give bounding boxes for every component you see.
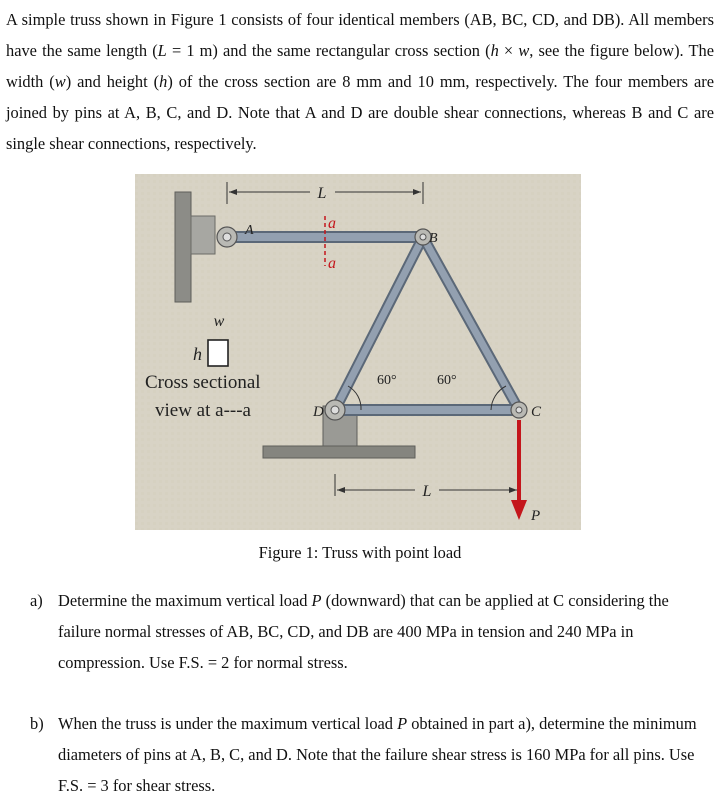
question-a-text-2: (downward) that can be applied at C considering the failure normal stresses of AB, BC, CD, and DB are 400 MPa in tension and 240 MPa in compression. Use F.S. = 2 for normal stress. [58,591,669,672]
label-A: A [245,223,254,238]
intro-text-5: ) of the cross section are 8 mm and 10 mm, respectively. The four members are joined by pins at A, B, C, and D. Note that A and D are double shear connections, whereas B and C are single shear connections, respectively. [6,72,714,153]
intro-text-1: A simple truss shown in Figure 1 consists of four identical members (AB, BC, CD, and DB). All members have the same length ( [6,10,714,60]
question-b-var-P: P [397,714,408,733]
angle-label-right: 60° [437,373,457,388]
cross-section-h: h [193,344,202,364]
section-mark-bottom: a [328,255,336,272]
cross-section-title-2: view at a---a [155,400,251,421]
floor-support [263,446,415,458]
pin-C-center [516,407,522,413]
var-w: w [518,41,530,60]
section-mark-top: a [328,215,336,232]
truss-figure [135,174,581,530]
truss-drawing [135,174,581,530]
question-b [30,708,714,801]
intro-text-2: = 1 m) and the same rectangular cross section ( [166,41,491,60]
angle-label-left: 60° [377,373,397,388]
load-label: P [531,508,541,524]
question-b-text [58,708,714,801]
question-a-var-P: P [311,591,322,610]
var-w-2: w [54,72,66,91]
var-L: L [157,41,167,60]
question-b-label: b) [30,714,44,733]
var-h: h [490,41,499,60]
question-b-text-1: When the truss is under the maximum vertical load [58,714,398,733]
cross-section-w: w [213,313,225,330]
question-a-text [58,585,714,678]
wall-bracket [191,216,215,254]
question-a-label: a) [30,591,43,610]
question-a-text-1: Determine the maximum vertical load [58,591,312,610]
wall-support [175,192,191,302]
cross-section-rect [208,340,228,366]
pin-A-center [223,233,231,241]
question-b-text-2: obtained in part a), determine the minimum diameters of pins at A, B, C, and D. Note that the failure shear stress is 160 MPa for all pins. Use F.S. = 3 for shear stress. [58,714,697,795]
cross-section-title-1: Cross sectional [145,372,261,393]
dim-top-label: L [317,185,327,202]
label-C: C [531,404,542,420]
intro-text-3: , see the figure below). The width ( [6,41,714,91]
question-a [30,585,714,678]
pin-D-center [331,406,339,414]
label-B: B [429,231,438,246]
figure-caption: Figure 1: Truss with point load [258,543,462,562]
intro-text-4: ) and height ( [65,72,160,91]
var-h-2: h [159,72,168,91]
pin-B-center [420,234,426,240]
problem-statement [6,4,714,159]
times-symbol: × [498,41,519,60]
dim-bottom-label: L [422,483,432,500]
label-D: D [313,404,324,420]
